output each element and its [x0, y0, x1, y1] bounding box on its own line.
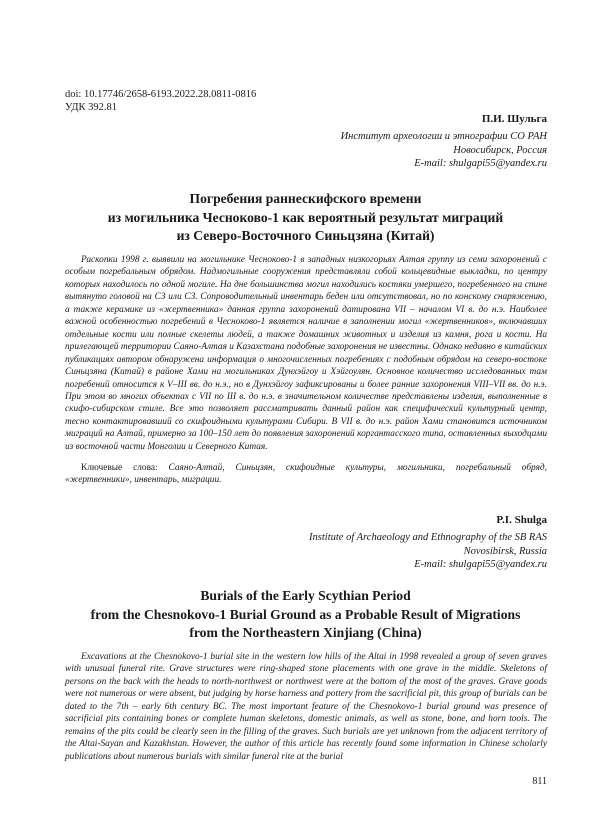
en-author-block	[309, 514, 547, 572]
en-affiliation-city: Novosibirsk, Russia	[463, 545, 547, 557]
ru-keywords	[65, 462, 547, 487]
en-title-line-1: Burials of the Early Scythian Period	[200, 588, 411, 603]
ru-title-line-3: из Северо-Восточного Синьцзяна (Китай)	[176, 228, 435, 243]
en-article-title	[60, 587, 551, 643]
doi-line: doi: 10.17746/2658-6193.2022.28.0811-0816	[65, 89, 257, 100]
ru-article-title	[60, 190, 551, 246]
ru-title-line-1: Погребения раннескифского времени	[189, 191, 422, 206]
article-identifiers	[65, 88, 256, 114]
en-title-line-3: from the Northeastern Xinjiang (China)	[189, 625, 422, 640]
ru-author-block	[341, 113, 547, 171]
udk-line: УДК 392.81	[65, 102, 118, 113]
en-author-name: P.I. Shulga	[496, 514, 547, 526]
en-affiliation-email: E-mail: shulgapi55@yandex.ru	[414, 559, 547, 571]
en-abstract: Excavations at the Chesnokovo-1 burial site in the western low hills of the Altai in 1998 revealed a group of seven graves with unusual funeral rite. Grave structures were ring-shaped stone placements with one grave in the middle. Skeletons of persons on the back with the heads to north-northwest or northwest were at the bottom of the most of the graves. Grave goods were not numerous or were absent, but judging by horse harness and pottery from the sacrificial pit, this group of burials can be dated to the 7th – early 6th century BC. The most important feature of the Chesnokovo-1 burial ground was presence of sacrificial pits containing bones or complete human skeletons, domestic animals, as well as stone, bone, and horn tools. The remains of the pits could be clearly seen in the filling of the graves. Such burials are yet unknown from the adjacent territory of the Altai-Sayan and Kazakhstan. However, the author of this article has recently found some information in Chinese scholarly publications about numerous burials with similar funeral rite at the burial	[65, 652, 547, 762]
en-title-line-2: from the Chesnokovo-1 Burial Ground as a Probable Result of Migrations	[90, 606, 521, 622]
ru-abstract: Раскопки 1998 г. выявили на могильнике Чесноково-1 в западных низкогорьях Алтая группу из семи захоронений с особым погребальным обрядом. Надмогильные сооружения представляли собой кольцевидные выкладки, по центру которых находилось по одной могиле. На дне большинства могил находились костяки умершего, погребенного на спине вытянуто головой на СЗ или СЗ. Сопроводительный инвентарь беден или отсутствовал, но по конскому снаряжению, а также керамике из «жертвенника» данная группа захоронений датирована VII – началом VI в. до н.э. Наиболее важной особенностью погребений в Чесноково-1 является наличие в заполнении могил «жертвенников», включавших отдельные кости или полные скелеты людей, а также домашних животных и изделия из камня, рога и кости. На прилегающей территории Саяно-Алтая и Казахстана подобные захоронения не известны. Однако недавно в китайских публикациях автором обнаружена информация о многочисленных погребениях с подобным обрядом на северо-востоке Синьцзяна (Китай) в районе Хами на могильниках Дунхэйгоу и Хэйгоулян. Основное количество исследованных там погребений относится к V–III вв. до н.э., но в Дунхэйгоу зафиксированы и более ранние захоронения VIII–VII вв. до н.э. При этом во многих объектах с VII по III в. до н.э. в значительном количестве представлены изделия, выполненные в скифо-сибирском стиле. Все это позволяет рассматривать данный район как специфический культурный центр, тесно контактировавший со скифоидными культурами Сибири. В VII в. до н.э. район Хами становится источником миграций на Алтай, примерно за 100–150 лет до появления захоронений коргантасского типа, оставленных выходцами из восточной части Монголии и Северного Китая.	[65, 255, 547, 452]
ru-keywords-label: Ключевые слова:	[81, 463, 158, 473]
ru-title-line-2: из могильника Чесноково-1 как вероятный результат миграций	[107, 209, 504, 225]
ru-affiliation-institute: Институт археологии и этнографии СО РАН	[340, 131, 547, 143]
page-number: 811	[532, 776, 547, 787]
en-affiliation-institute: Institute of Archaeology and Ethnography of the SB RAS	[309, 532, 547, 544]
ru-keywords-values: Саяно-Алтай, Синьцзян, скифоидные культуры, могильники, погребальный обряд, «жертвенники», инвентарь, миграции.	[65, 463, 547, 486]
ru-affiliation-email: E-mail: shulgapi55@yandex.ru	[414, 158, 547, 170]
ru-author-name: П.И. Шульга	[481, 113, 547, 125]
ru-affiliation-city: Новосибирск, Россия	[453, 144, 547, 156]
